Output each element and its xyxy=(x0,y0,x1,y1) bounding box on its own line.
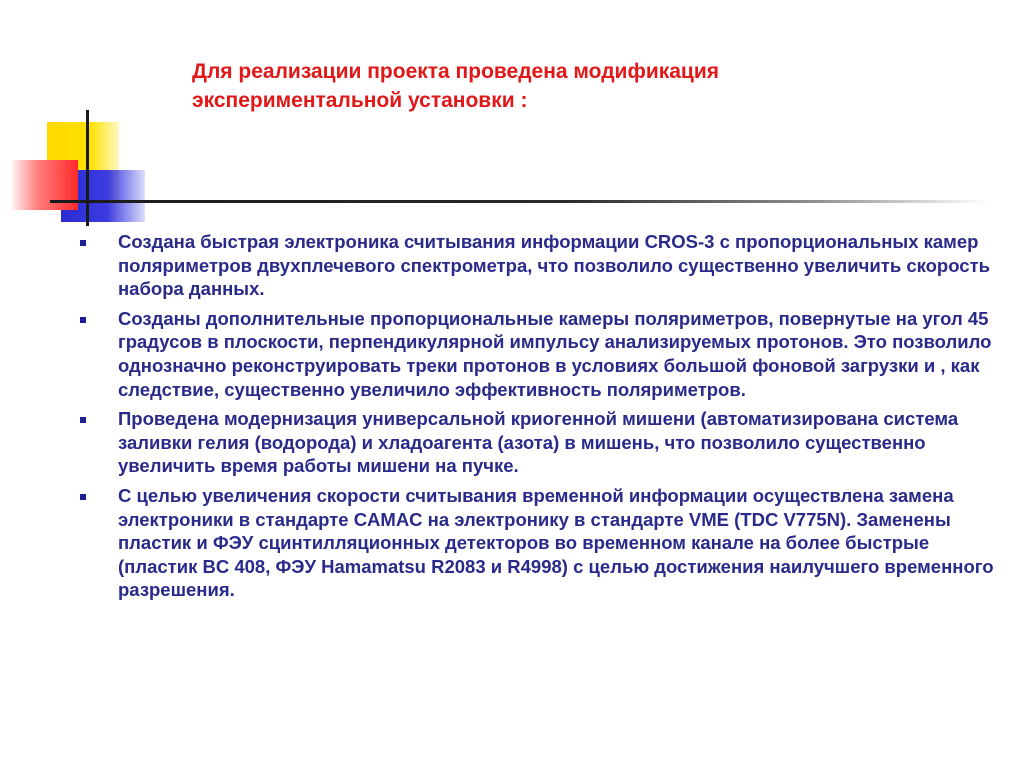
bullet-item xyxy=(76,484,996,602)
bullet-text: Создана быстрая электроника считывания информации CROS-3 с пропорциональных камер поляриметров двухплечевого спектрометра, что позволило существенно увеличить скорость набора данных. xyxy=(118,231,991,300)
square-bullet-icon xyxy=(80,494,86,500)
bullet-item xyxy=(76,230,996,301)
slide-title: Для реализации проекта проведена модификация экспериментальной установки : xyxy=(192,60,720,112)
decor-horizontal-rule xyxy=(50,200,990,203)
square-bullet-icon xyxy=(80,240,86,246)
bullet-item xyxy=(76,407,996,478)
bullet-item xyxy=(76,307,996,401)
bullet-list xyxy=(76,230,996,608)
decor-vertical-line xyxy=(86,110,89,226)
bullet-text: Проведена модернизация универсальной криогенной мишени (автоматизирована система заливки гелия (водорода) и хладоагента (азота) в мишень, что позволило существенно увеличить время работы мишени на пучке. xyxy=(118,408,959,477)
bullet-text: Созданы дополнительные пропорциональные камеры поляриметров, повернутые на угол 45 градусов в плоскости, перпендикулярной импульсу анализируемых протонов. Это позволило однозначно реконструировать треки протонов в условиях большой фоновой загрузки и , как следствие, существенно увеличило эффективность поляриметров. xyxy=(118,307,992,400)
square-bullet-icon xyxy=(80,417,86,423)
square-bullet-icon xyxy=(80,317,86,323)
bullet-text: С целью увеличения скорости считывания временной информации осуществлена замена электроники в стандарте CAMAC на электронику в стандарте VME (TDC V775N). Заменены пластик и ФЭУ сцинтилляционных детекторов во временном канале на более быстрые (пластик BC 408, ФЭУ Hamamatsu R2083 и R4998) с целью достижения наилучшего временного разрешения. xyxy=(118,484,994,601)
